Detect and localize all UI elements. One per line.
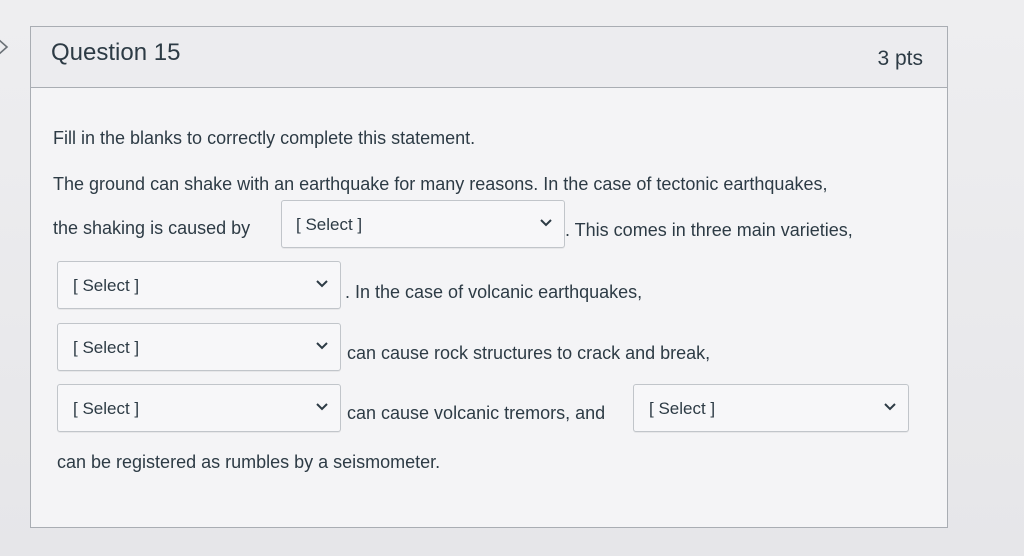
select-value: [ Select ]	[73, 399, 140, 418]
question-body	[31, 88, 947, 528]
question-card	[30, 26, 948, 528]
chevron-down-icon	[884, 403, 896, 411]
chevron-down-icon	[316, 403, 328, 411]
select-value: [ Select ]	[649, 399, 716, 418]
select-value: [ Select ]	[73, 276, 140, 295]
statement-line-4-suffix: can cause rock structures to crack and break,	[347, 343, 711, 363]
instructions-text: Fill in the blanks to correctly complete this statement.	[53, 128, 476, 148]
blank-select-1[interactable]	[281, 200, 565, 248]
statement-line-2-suffix: . This comes in three main varieties,	[565, 220, 853, 240]
statement-line-6: can be registered as rumbles by a seismometer.	[57, 452, 441, 472]
chevron-down-icon	[540, 219, 552, 227]
select-value: [ Select ]	[73, 338, 140, 357]
chevron-right-icon[interactable]	[0, 36, 16, 58]
blank-select-4[interactable]	[57, 384, 341, 432]
statement-line-3-suffix: . In the case of volcanic earthquakes,	[345, 282, 643, 302]
chevron-down-icon	[316, 342, 328, 350]
question-title: Question 15	[51, 39, 181, 66]
question-points: 3 pts	[877, 47, 923, 70]
chevron-down-icon	[316, 280, 328, 288]
statement-line-5-suffix: can cause volcanic tremors, and	[347, 403, 606, 423]
statement-line-2-prefix: the shaking is caused by	[53, 218, 251, 238]
select-value: [ Select ]	[296, 215, 363, 234]
question-header	[31, 27, 947, 88]
blank-select-3[interactable]	[57, 323, 341, 371]
blank-select-2[interactable]	[57, 261, 341, 309]
blank-select-5[interactable]	[633, 384, 909, 432]
statement-line-1: The ground can shake with an earthquake for many reasons. In the case of tectonic earthquakes,	[53, 174, 828, 194]
